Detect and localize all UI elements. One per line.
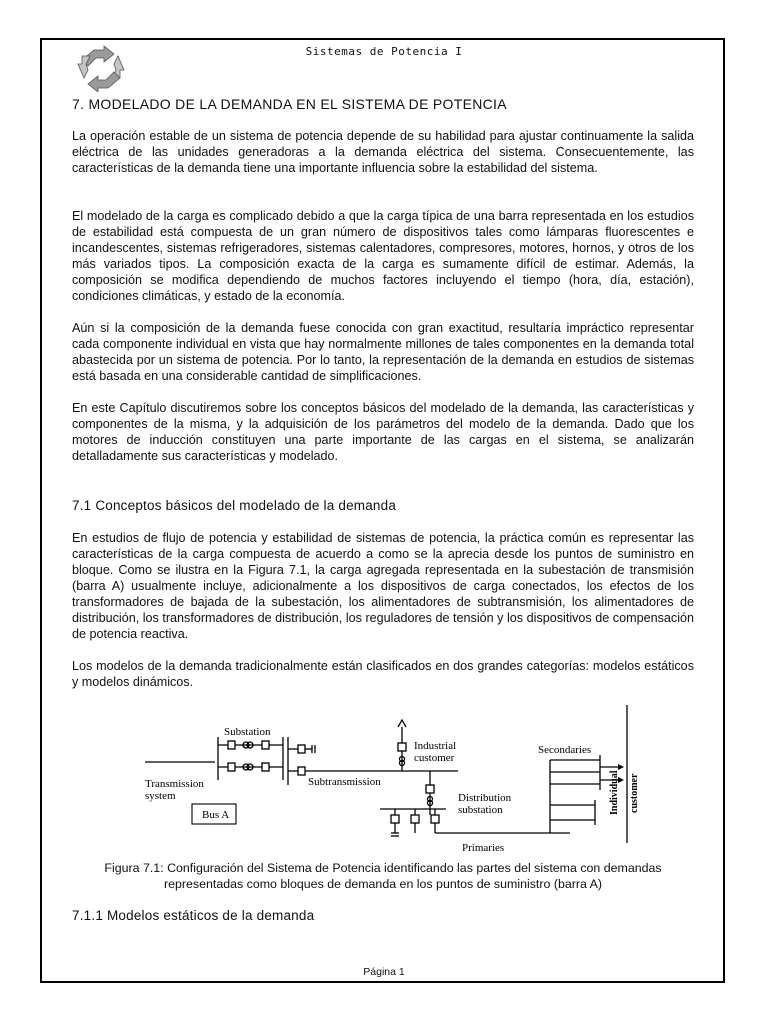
label-secondaries: Secondaries [538,744,592,756]
running-header: Sistemas de Potencia I [305,45,463,58]
label-transmission: Transmission [145,778,204,790]
paragraph-5: En estudios de flujo de potencia y estabilidad de sistemas de potencia, la práctica común es representar las características de la carga compuesta de acuerdo a como se la aprecia desde los puntos de suministro en bloque. Como se ilustra en la Figura 7.1, la carga agregada representada en la subestación de transmisión (barra A) usualmente incluye, adicionalmente a los dispositivos de carga conectados, los efectos de los transformadores de bajada de la subestación, los alimentadores de subtransmisión, los alimentadores de distribución, los transformadores de distribución, los reguladores de tensión y los dispositivos de compensación de potencia reactiva. [72,531,694,641]
label-transmission-system: system [145,790,176,802]
section-title: 7. MODELADO DE LA DEMANDA EN EL SISTEMA DE POTENCIA [72,96,507,112]
label-individual: Individual [609,770,620,815]
paragraph-3: Aún si la composición de la demanda fuese conocida con gran exactitud, resultaría impráctico representar cada componente individual en vista que hay normalmente millones de tales componentes en la demanda total abastecida por un sistema de potencia. Por lo tanto, la representación de la demanda en estudios de sistemas está basada en una considerable cantidad de simplificaciones. [72,321,694,383]
label-industrial: Industrial [414,740,457,752]
label-subtransmission: Subtransmission [308,776,381,788]
page-number: Página 1 [363,966,405,978]
paragraph-1: La operación estable de un sistema de potencia depende de su habilidad para ajustar continuamente la salida eléctrica de las unidades generadoras a la demanda eléctrica del sistema. Consecuentemente, las características de la demanda tiene una importante influencia sobre la estabilidad del sistema. [72,129,694,175]
subsubsection-title: 7.1.1 Modelos estáticos de la demanda [72,908,315,923]
subsection-title: 7.1 Conceptos básicos del modelado de la demanda [72,498,397,513]
label-industrial-customer: customer [414,752,455,764]
label-bus-a: Bus A [202,809,230,821]
label-distribution-substation: substation [458,804,503,816]
label-primaries: Primaries [462,842,505,854]
figure-caption: Figura 7.1: Configuración del Sistema de Potencia identificando las partes del sistema con demandas representadas como bloques de demanda en los puntos de suministro (barra A) [104,861,662,891]
label-substation: Substation [224,726,271,738]
label-individual-customer: customer [629,773,640,813]
label-distribution: Distribution [458,792,512,804]
paragraph-2: El modelado de la carga es complicado debido a que la carga típica de una barra representada en los estudios de estabilidad está compuesta de un gran número de dispositivos tales como lámparas fluorescentes e incandescentes, sistemas refrigeradores, sistemas calentadores, compresores, motores, hornos, y otros de los más variados tipos. La composición exacta de la carga es sumamente difícil de estimar. Además, la composición se modifica dependiendo de muchos factores incluyendo el tiempo (hora, día, estación), condiciones climáticas, y estado de la economía. [72,209,694,303]
power-system-diagram [140,705,640,855]
paragraph-4: En este Capítulo discutiremos sobre los conceptos básicos del modelado de la demanda, las características y componentes de la misma, y la adquisición de los parámetros del modelo de la demanda. Dado que los motores de inducción constituyen una parte importante de las cargas en el sistema, se analizarán detalladamente sus características y modelado. [72,401,694,463]
paragraph-6: Los modelos de la demanda tradicionalmente están clasificados en dos grandes categorías: modelos estáticos y modelos dinámicos. [72,659,694,689]
